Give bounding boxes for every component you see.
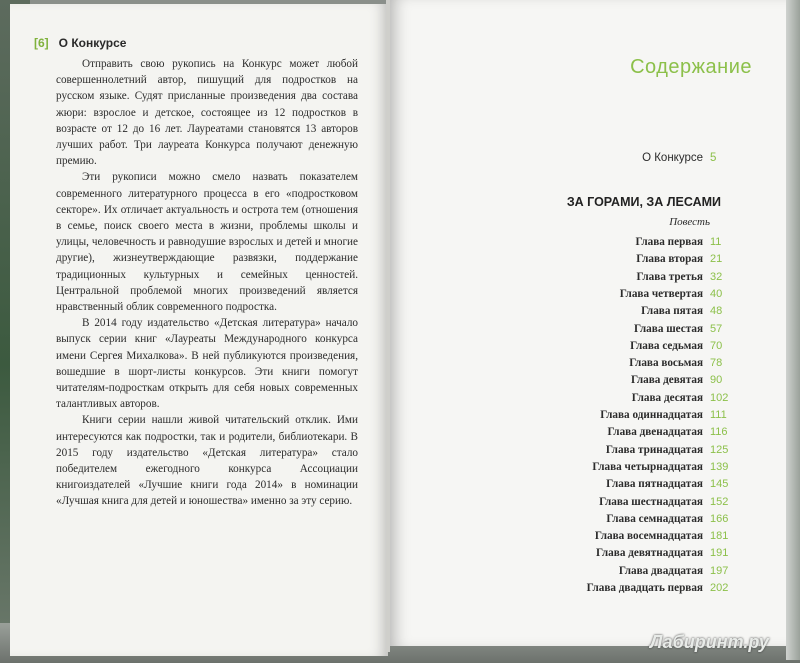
toc-entry-page: 102 (710, 391, 729, 404)
toc-entry-label: Глава семнадцатая (606, 512, 703, 525)
body-text (56, 56, 358, 510)
toc-entry-page: 11 (710, 236, 722, 248)
toc-entry-page: 191 (710, 547, 729, 560)
toc-entry-page: 70 (710, 339, 723, 352)
page-number: [6] (34, 36, 49, 50)
toc-entry-page: 166 (710, 512, 729, 525)
toc-entry-label: Глава восьмая (629, 357, 703, 370)
watermark-logo: Лабиринт.ру (650, 632, 769, 652)
toc-entry-page: 139 (710, 460, 729, 473)
toc-entry-label: Глава тринадцатая (605, 443, 703, 456)
toc-entry-label: Глава пятая (641, 305, 703, 318)
toc-entry-page: 181 (710, 530, 729, 543)
toc-entry-label: Глава двенадцатая (607, 426, 703, 439)
toc-title: Содержание (630, 56, 752, 78)
toc-entry-page: 202 (710, 582, 729, 594)
toc-entry-page: 197 (710, 564, 729, 577)
toc-entry-page: 21 (710, 253, 723, 266)
running-head (34, 36, 126, 50)
toc-entry-page: 125 (710, 443, 729, 456)
book-spine (386, 0, 390, 652)
toc-entry-label: Глава шестнадцатая (599, 495, 703, 508)
paragraph: Эти рукописи можно смело назвать показателем современного литературного процесса в его «подростковом секторе». Их отличает актуальность и острота тем (отношения в семье, поиск своего места в жизни, проблемы школы и улицы, человечность и равнодушие взрослых и детей и многие другие), жизнеутверждающие развязки, поддержание традиционных культурных и семейных ценностей. Центральной проблемой многих произведений является нравственный облик современного подростка. (56, 171, 358, 314)
toc-entry-page: 111 (710, 409, 727, 421)
toc-entry-label: Глава третья (636, 270, 703, 283)
toc-entry-page: 32 (710, 270, 723, 283)
toc-entry-label: Глава седьмая (630, 339, 703, 352)
toc-entry-label: Глава четырнадцатая (592, 460, 703, 473)
toc-entry-page: 145 (710, 478, 729, 491)
toc-entry-page: 78 (710, 357, 723, 370)
paragraph: В 2014 году издательство «Детская литература» начало выпуск серии книг «Лауреаты Международного конкурса имени Сергея Михалкова». В ней публикуются произведения, вошедшие в шорт-листы конкурсов. Эти книги помогут читателям-подросткам открыть для себя новых современных талантливых авторов. (56, 317, 358, 411)
toc-entry-label: О Конкурсе (642, 152, 703, 164)
part-title: ЗА ГОРАМИ, ЗА ЛЕСАМИ (566, 195, 721, 209)
toc-entry-page: 40 (710, 287, 723, 300)
toc-entry-label: Глава пятнадцатая (606, 478, 703, 491)
toc-entry-label: Глава двадцатая (618, 564, 703, 577)
toc-entry-label: Глава восемнадцатая (594, 530, 703, 543)
toc-entry-label: Глава девятнадцатая (596, 547, 703, 560)
paragraph: Отправить свою рукопись на Конкурс может любой совершеннолетний автор, пишущий для подростков на русском языке. Судят присланные произведения два состава жюри: взрослое и детское, состоящее из 12 подростков в возрасте от 12 до 16 лет. Лауреатами становятся 13 авторов лучших работ. Три лауреата Конкурса получают денежную премию. (56, 58, 358, 168)
toc-entry-label: Глава шестая (634, 322, 703, 335)
toc-entry-page: 90 (710, 374, 723, 387)
toc-entry-label: Глава четвертая (619, 287, 703, 300)
toc-entry-label: Глава вторая (636, 253, 703, 266)
toc-entry-page: 152 (710, 495, 729, 508)
toc-entry-label: Глава одиннадцатая (600, 409, 703, 421)
toc-entry-page: 116 (710, 426, 728, 439)
running-title: О Конкурсе (58, 36, 127, 50)
toc-entry-page: 48 (710, 305, 723, 318)
toc-entry-page: 5 (710, 152, 717, 164)
part-subtitle: Повесть (669, 216, 710, 228)
toc-entry-label: Глава девятая (630, 374, 703, 387)
toc-entry-page: 57 (710, 322, 723, 335)
toc-entry-label: Глава первая (635, 236, 703, 248)
page-edges (786, 0, 800, 660)
paragraph: Книги серии нашли живой читательский отклик. Ими интересуются как подростки, так и родители, библиотекари. В 2015 году издательство «Детская литература» стало победителем ежегодного конкурса Ассоциации книгоиздателей «Лучшие книги года 2014» в номинации «Лучшая книга для детей и юношества» именно за эту серию. (56, 414, 358, 508)
toc-entry-label: Глава десятая (631, 391, 703, 404)
toc-entry-label: Глава двадцать первая (586, 582, 703, 594)
